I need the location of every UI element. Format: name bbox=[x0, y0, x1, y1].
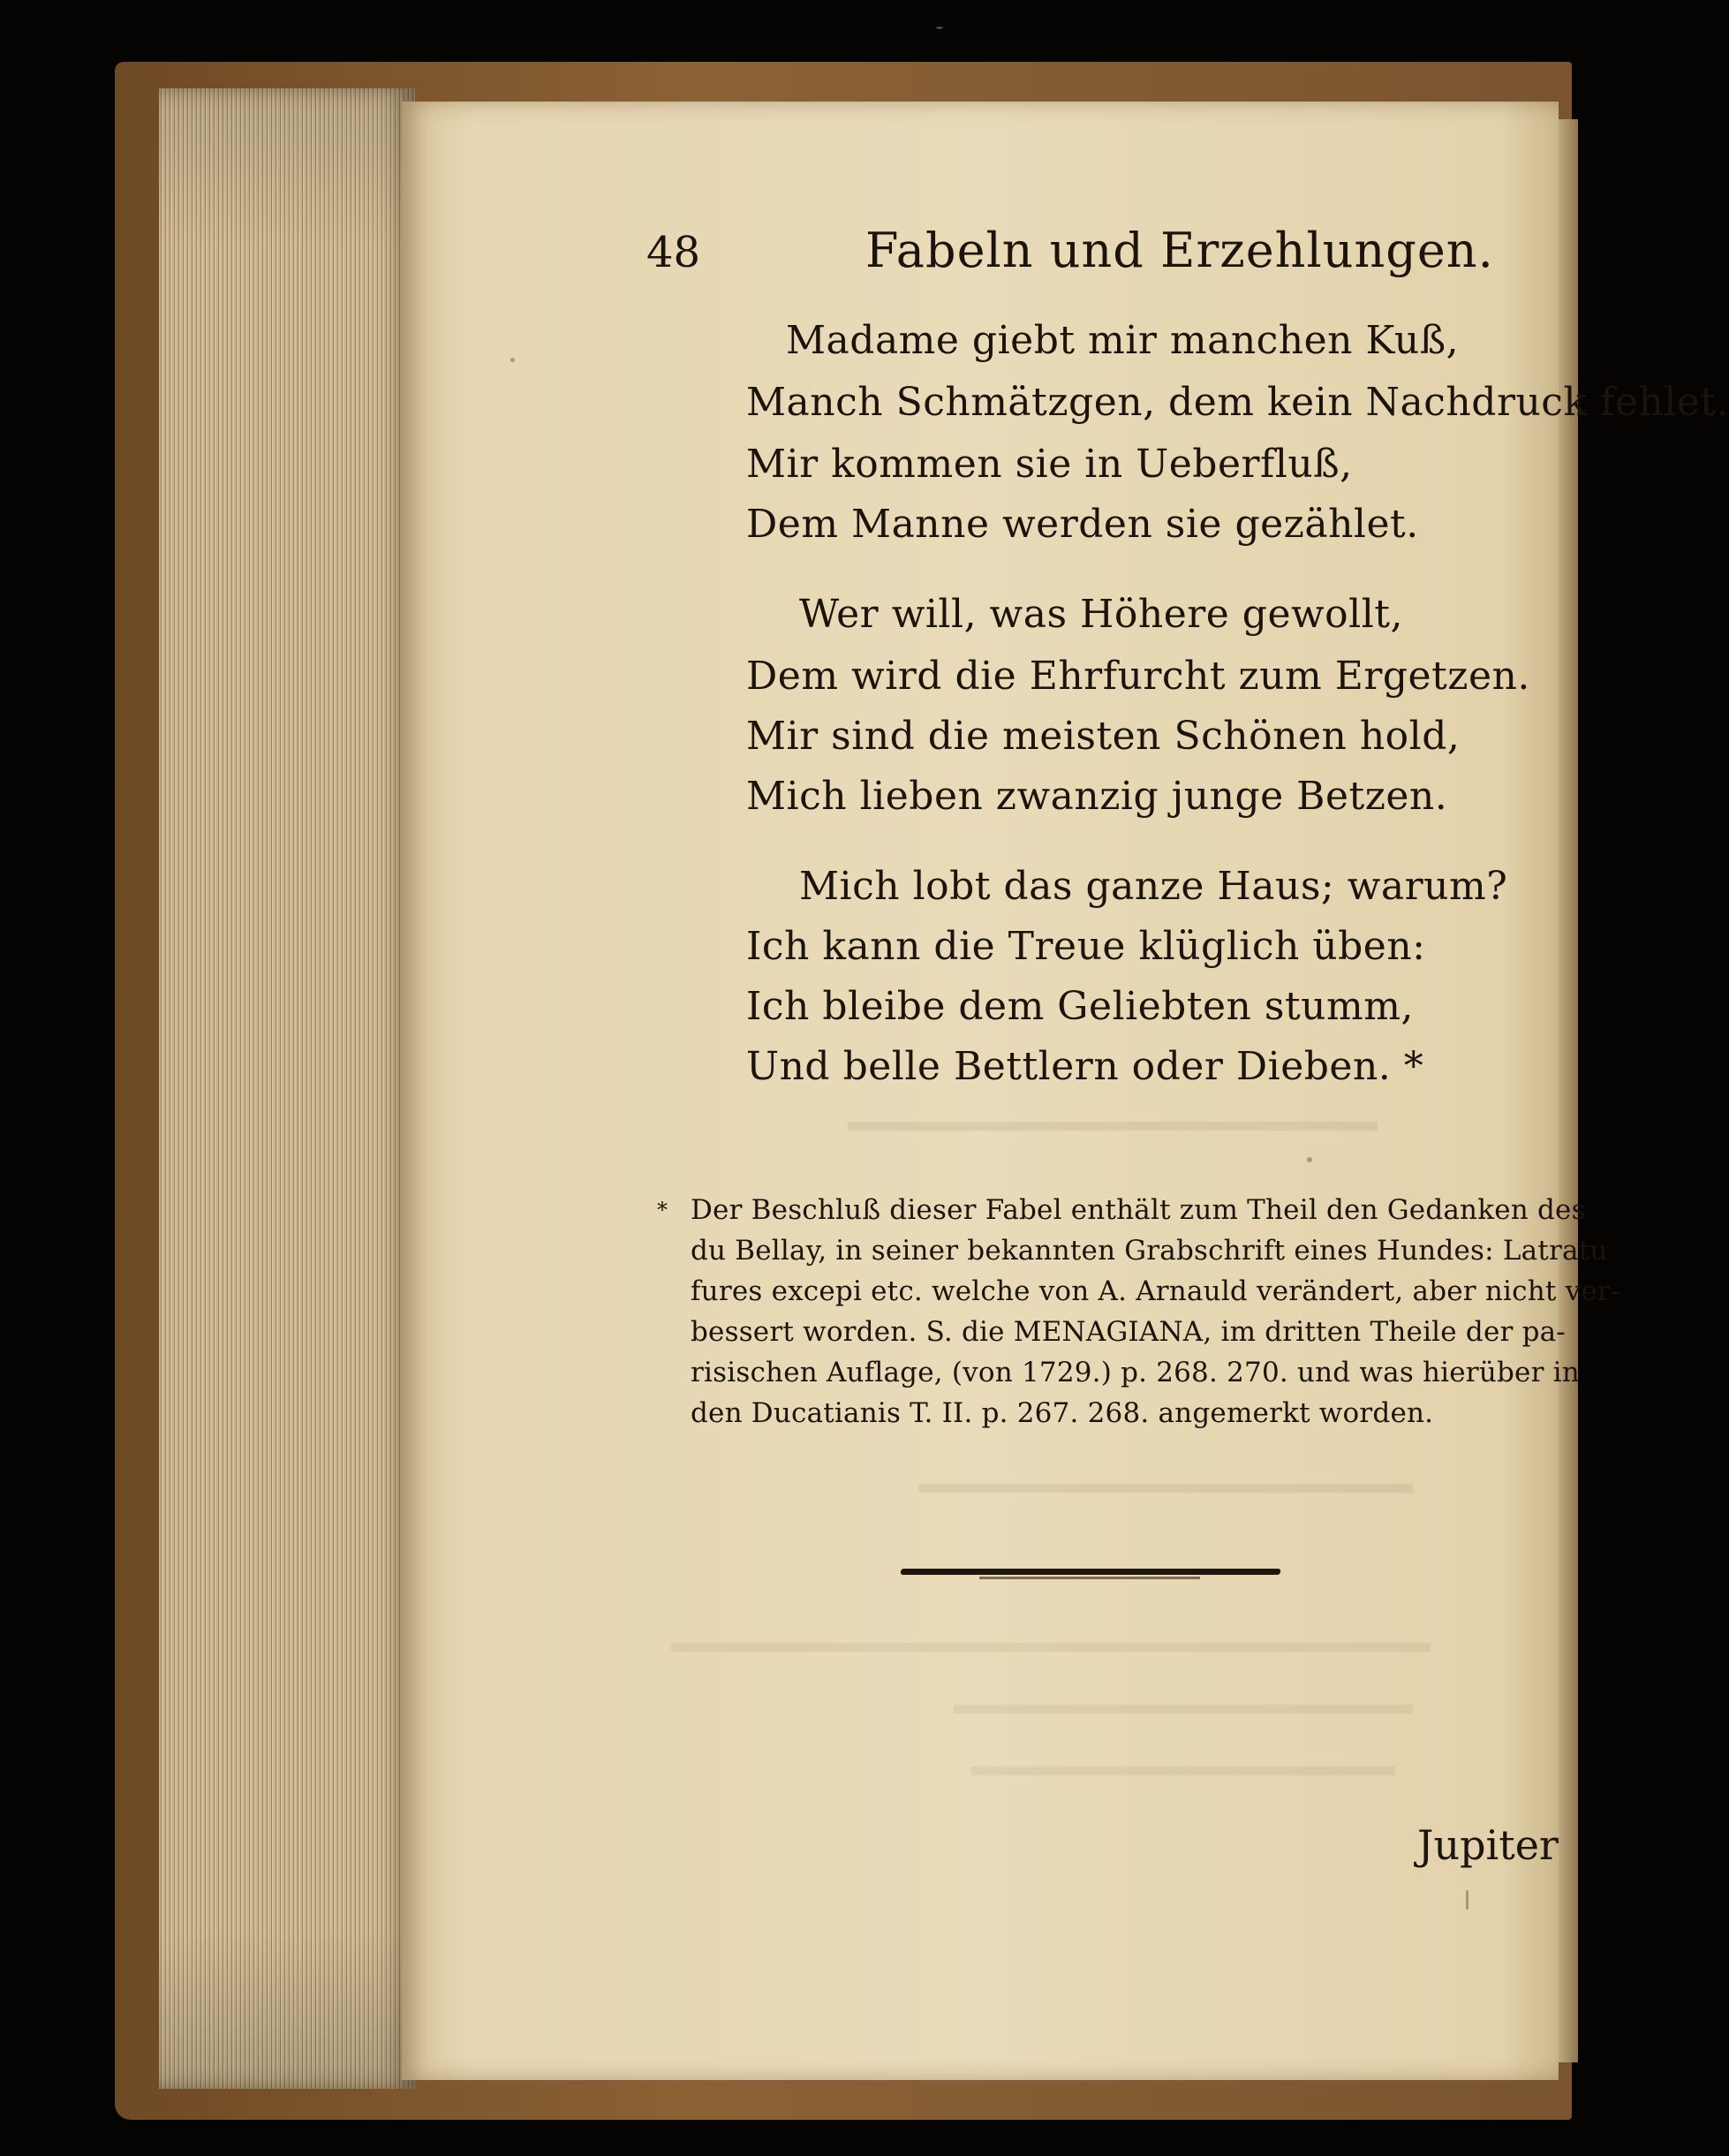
poem-line: Mir sind die meisten Schönen hold, bbox=[746, 714, 1461, 759]
footnote-line: risischen Auflage, (von 1729.) p. 268. 270. und was hierüber in bbox=[691, 1357, 1580, 1388]
poem-line: Wer will, was Höhere gewollt, bbox=[799, 592, 1403, 637]
paper-speck bbox=[1466, 1890, 1469, 1910]
poem-line: Mich lieben zwanzig junge Betzen. bbox=[746, 774, 1448, 819]
show-through-2 bbox=[848, 1086, 1378, 1131]
poem-line: Madame giebt mir manchen Kuß, bbox=[786, 318, 1460, 363]
show-through-5 bbox=[954, 1669, 1413, 1713]
catchword: Jupiter bbox=[1417, 1821, 1559, 1869]
page-stack-edges bbox=[159, 88, 415, 2089]
paper-speck bbox=[1307, 1157, 1312, 1162]
poem-line: Dem Manne werden sie gezählet. bbox=[746, 502, 1419, 547]
poem-line: Dem wird die Ehrfurcht zum Ergetzen. bbox=[746, 654, 1530, 699]
page-number: 48 bbox=[646, 228, 701, 277]
paper-speck bbox=[510, 358, 515, 362]
paper-speck bbox=[936, 26, 943, 29]
poem-line: Manch Schmätzgen, dem kein Nachdruck fehlet. bbox=[746, 380, 1729, 425]
poem-line: Mich lobt das ganze Haus; warum? bbox=[799, 864, 1508, 909]
poem-line: Ich kann die Treue klüglich üben: bbox=[746, 924, 1426, 969]
show-through-6 bbox=[971, 1731, 1395, 1775]
footnote-line: du Bellay, in seiner bekannten Grabschrift eines Hundes: Latratu bbox=[691, 1235, 1608, 1267]
poem-line: Und belle Bettlern oder Dieben. * bbox=[746, 1044, 1424, 1089]
footnote-line: bessert worden. S. die MENAGIANA, im dritten Theile der pa- bbox=[691, 1316, 1566, 1348]
footnote-marker: * bbox=[657, 1198, 668, 1222]
poem-line: Ich bleibe dem Geliebten stumm, bbox=[746, 984, 1414, 1029]
footnote-line: den Ducatianis T. II. p. 267. 268. angemerkt worden. bbox=[691, 1397, 1434, 1429]
show-through-4 bbox=[671, 1608, 1431, 1652]
show-through-3 bbox=[918, 1449, 1413, 1493]
footnote-line: fures excepi etc. welche von A. Arnauld verändert, aber nicht ver- bbox=[691, 1275, 1620, 1307]
footnote-line: Der Beschluß dieser Fabel enthält zum Theil den Gedanken des bbox=[691, 1194, 1586, 1226]
running-head: Fabeln und Erzehlungen. bbox=[865, 223, 1494, 278]
poem-line: Mir kommen sie in Ueberfluß, bbox=[746, 442, 1353, 487]
section-divider-rule bbox=[901, 1569, 1281, 1575]
